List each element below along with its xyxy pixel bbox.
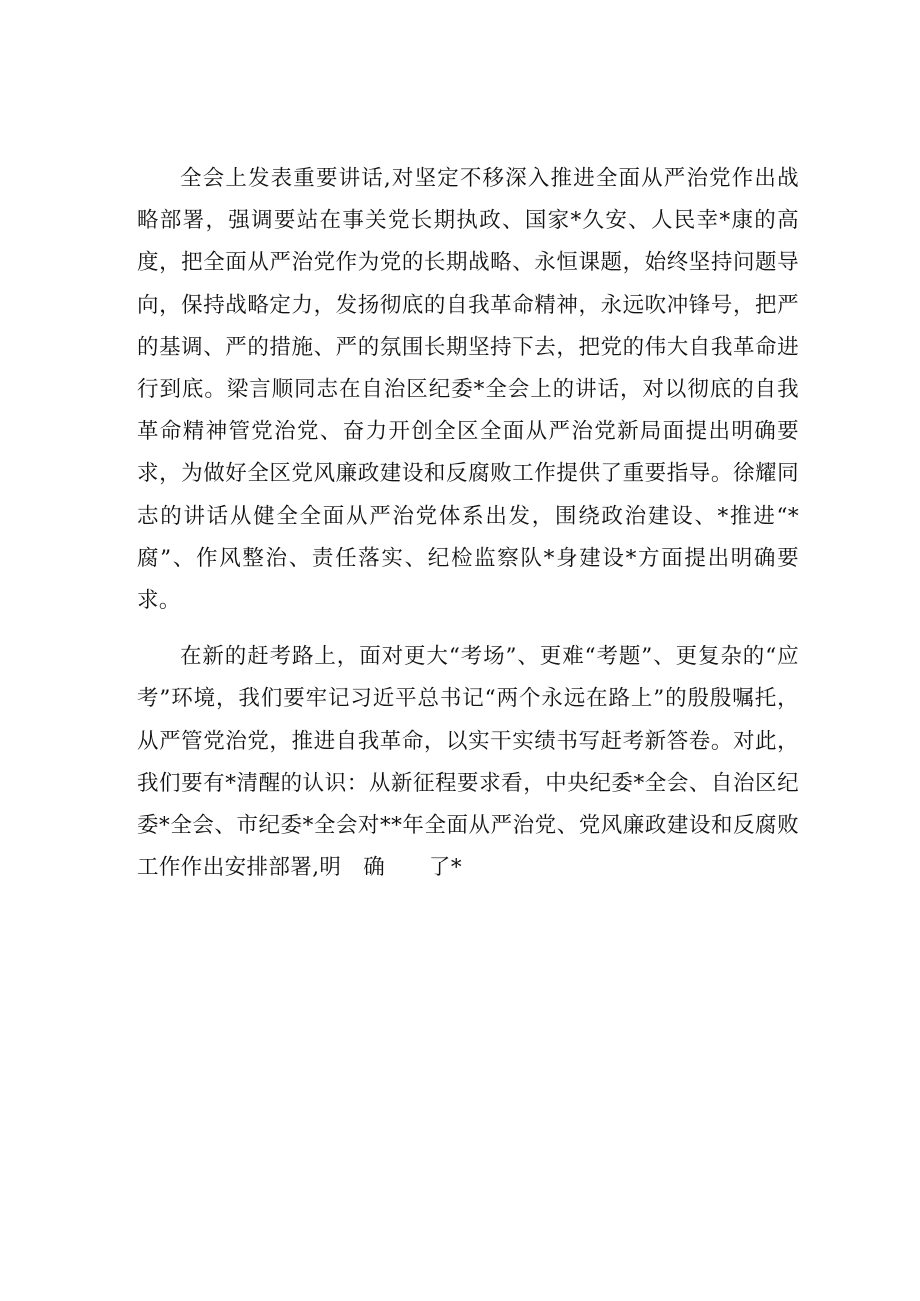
paragraph-1: 全会上发表重要讲话,对坚定不移深入推进全面从严治党作出战略部署，强调要站在事关党长期执政、国家*久安、人民幸*康的高度，把全面从严治党作为党的长期战略、永恒课题，始终坚持问题导向，保持战略定力，发扬彻底的自我革命精神，永远吹冲锋号，把严的基调、严的措施、严的氛围长期坚持下去，把党的伟大自我革命进行到底。梁言顺同志在自治区纪委*全会上的讲话，对以彻底的自我革命精神管党治党、奋力开创全区全面从严治党新局面提出明确要求，为做好全区党风廉政建设和反腐败工作提供了重要指导。徐耀同志的讲话从健全全面从严治党体系出发，围绕政治建设、*推进“*腐”、作风整治、责任落实、纪检监察队*身建设*方面提出明确要求。 [137,166,799,614]
document-body [137,158,799,889]
paragraph-2: 在新的赶考路上，面对更大“考场”、更难“考题”、更复杂的“应考”环境，我们要牢记习近平总书记“两个永远在路上”的殷殷嘱托，从严管党治党，推进自我革命，以实干实绩书写赶考新答卷。对此，我们要有*清醒的认识：从新征程要求看，中央纪委*全会、自治区纪委*全会、市纪委*全会对**年全面从严治党、党风廉政建设和反腐败工作作出安排部署,明 确 了* [137,644,799,881]
